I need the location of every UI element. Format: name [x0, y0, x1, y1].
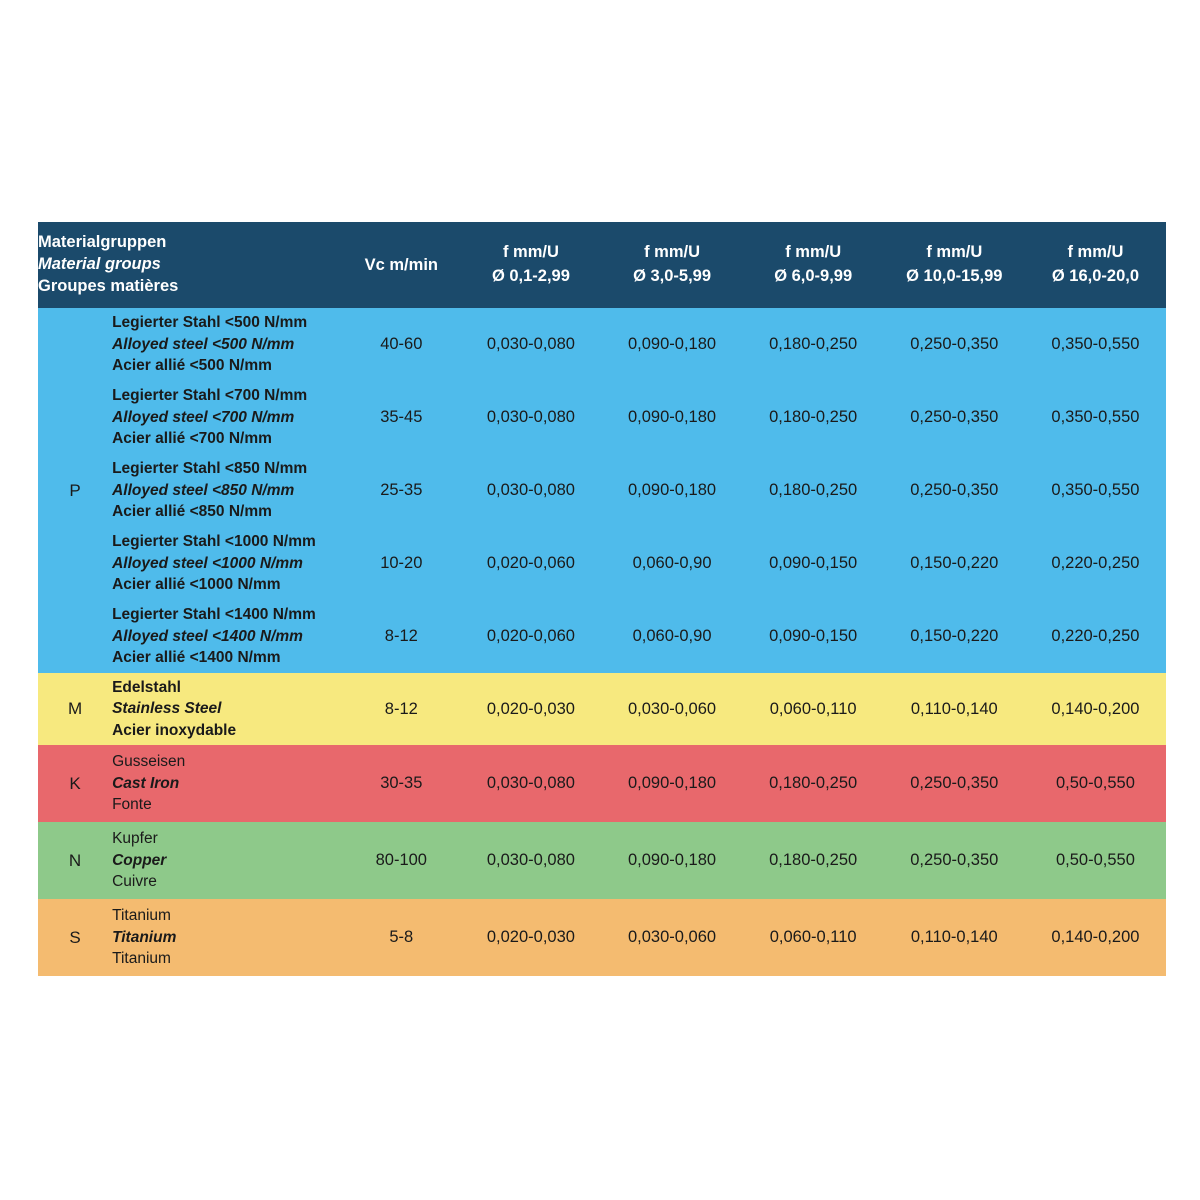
- feed-value: 0,250-0,350: [910, 408, 999, 426]
- material-fr: Fonte: [112, 796, 152, 814]
- material-fr: Acier inoxydable: [112, 721, 237, 739]
- material-fr: Acier allié <700 N/mm: [112, 430, 272, 448]
- feed-value: 0,090-0,180: [628, 774, 717, 792]
- table-row: [38, 899, 1166, 976]
- table-row: [38, 600, 1166, 673]
- material-name-p5: [112, 600, 342, 673]
- feed-value: 0,250-0,350: [910, 335, 999, 353]
- table-header-row: [38, 222, 1166, 308]
- feed-value: 0,060-0,90: [632, 627, 712, 645]
- cutting-data-table-container: [38, 222, 1166, 976]
- material-de: Edelstahl: [112, 678, 181, 696]
- table-row: [38, 822, 1166, 899]
- feed-value: 0,220-0,250: [1051, 554, 1140, 572]
- feed-value: 0,110-0,140: [910, 928, 998, 946]
- material-en: Alloyed steel <850 N/mm: [112, 481, 295, 499]
- feed-value: 0,030-0,060: [628, 928, 717, 946]
- material-name-n1: [112, 822, 342, 899]
- feed-value: 0,150-0,220: [910, 627, 999, 645]
- header-f-range-1: Ø 0,1-2,99: [491, 267, 570, 285]
- feed-value: 0,220-0,250: [1051, 627, 1140, 645]
- header-material-groups-fr: Groupes matières: [38, 276, 179, 295]
- feed-value: 0,140-0,200: [1051, 928, 1140, 946]
- material-en: Alloyed steel <700 N/mm: [112, 408, 295, 426]
- group-letter-n: N: [38, 822, 112, 899]
- feed-value: 0,030-0,080: [486, 774, 575, 792]
- material-de: Legierter Stahl <700 N/mm: [112, 387, 308, 405]
- feed-value: 0,090-0,150: [769, 627, 858, 645]
- material-en: Copper: [112, 851, 167, 869]
- feed-value: 0,030-0,080: [486, 335, 575, 353]
- header-material-groups-de: Materialgruppen: [38, 233, 167, 252]
- feed-value: 0,020-0,030: [486, 699, 575, 718]
- material-fr: Titanium: [112, 950, 171, 968]
- feed-value: 0,180-0,250: [769, 335, 858, 353]
- vc-value: 35-45: [380, 408, 423, 426]
- header-material-groups: [38, 222, 342, 308]
- vc-value: 40-60: [380, 335, 423, 353]
- feed-value: 0,030-0,080: [486, 851, 575, 869]
- vc-value: 10-20: [380, 554, 423, 572]
- header-f-col-1: [460, 222, 601, 308]
- material-de: Titanium: [112, 907, 171, 925]
- feed-value: 0,020-0,060: [486, 554, 575, 572]
- vc-value: 8-12: [384, 699, 418, 718]
- feed-value: 0,090-0,180: [628, 481, 717, 499]
- material-de: Legierter Stahl <1400 N/mm: [112, 606, 316, 624]
- table-row: [38, 381, 1166, 454]
- feed-value: 0,090-0,180: [628, 408, 717, 426]
- feed-value: 0,090-0,180: [628, 335, 717, 353]
- table-row: [38, 308, 1166, 381]
- feed-value: 0,350-0,550: [1051, 335, 1140, 353]
- feed-value: 0,180-0,250: [769, 774, 858, 792]
- group-letter-m: M: [38, 673, 112, 745]
- material-de: Gusseisen: [112, 753, 186, 771]
- feed-value: 0,150-0,220: [910, 554, 999, 572]
- header-f-range-4: Ø 10,0-15,99: [906, 267, 1003, 285]
- vc-value: 25-35: [380, 481, 423, 499]
- table-header: [38, 222, 1166, 308]
- vc-value: 8-12: [384, 627, 418, 645]
- feed-value: 0,030-0,060: [628, 699, 717, 718]
- header-f-col-4: [884, 222, 1025, 308]
- feed-value: 0,50-0,550: [1055, 851, 1135, 869]
- material-de: Legierter Stahl <850 N/mm: [112, 460, 308, 478]
- header-f-col-2: [601, 222, 742, 308]
- feed-value: 0,180-0,250: [769, 851, 858, 869]
- feed-value: 0,350-0,550: [1051, 481, 1140, 499]
- table-row: [38, 745, 1166, 822]
- feed-value: 0,020-0,060: [486, 627, 575, 645]
- material-en: Stainless Steel: [112, 700, 222, 718]
- material-en: Titanium: [112, 928, 177, 946]
- header-f-col-3: [743, 222, 884, 308]
- table-row: [38, 454, 1166, 527]
- group-letter-s: S: [38, 899, 112, 976]
- table-row: [38, 527, 1166, 600]
- table-row: [38, 673, 1166, 745]
- material-name-p1: [112, 308, 342, 381]
- feed-value: 0,060-0,110: [769, 928, 857, 946]
- header-f-range-3: Ø 6,0-9,99: [774, 267, 853, 285]
- feed-value: 0,020-0,030: [486, 928, 575, 946]
- group-letter-p: P: [38, 308, 112, 673]
- material-fr: Cuivre: [112, 873, 157, 891]
- vc-value: 80-100: [375, 851, 427, 869]
- material-en: Alloyed steel <1400 N/mm: [112, 627, 303, 645]
- material-fr: Acier allié <1400 N/mm: [112, 649, 281, 667]
- feed-value: 0,250-0,350: [910, 851, 999, 869]
- feed-value: 0,090-0,150: [769, 554, 858, 572]
- header-f-col-5: [1025, 222, 1166, 308]
- header-f-range-5: Ø 16,0-20,0: [1051, 267, 1139, 285]
- table-body: [38, 308, 1166, 976]
- material-name-s1: [112, 899, 342, 976]
- header-material-groups-en: Material groups: [38, 255, 161, 274]
- group-letter-k: K: [38, 745, 112, 822]
- material-name-m1: [112, 673, 342, 745]
- material-en: Alloyed steel <1000 N/mm: [112, 554, 303, 572]
- feed-value: 0,060-0,110: [769, 699, 857, 718]
- vc-value: 30-35: [380, 774, 423, 792]
- header-f-unit-1: f mm/U: [502, 243, 559, 262]
- material-de: Legierter Stahl <500 N/mm: [112, 314, 308, 332]
- header-vc: Vc m/min: [364, 255, 438, 274]
- material-fr: Acier allié <1000 N/mm: [112, 576, 281, 594]
- material-fr: Acier allié <500 N/mm: [112, 357, 272, 375]
- material-en: Cast Iron: [112, 774, 180, 792]
- header-f-unit-2: f mm/U: [644, 243, 700, 262]
- material-en: Alloyed steel <500 N/mm: [112, 335, 295, 353]
- feed-value: 0,50-0,550: [1055, 774, 1135, 792]
- material-de: Legierter Stahl <1000 N/mm: [112, 533, 316, 551]
- feed-value: 0,180-0,250: [769, 408, 858, 426]
- material-de: Kupfer: [112, 830, 158, 848]
- material-name-p4: [112, 527, 342, 600]
- feed-value: 0,090-0,180: [628, 851, 717, 869]
- feed-value: 0,250-0,350: [910, 481, 999, 499]
- feed-value: 0,350-0,550: [1051, 408, 1140, 426]
- header-f-unit-4: f mm/U: [926, 243, 983, 262]
- feed-value: 0,030-0,080: [486, 481, 575, 499]
- material-name-k1: [112, 745, 342, 822]
- header-f-unit-5: f mm/U: [1067, 243, 1124, 262]
- feed-value: 0,060-0,90: [632, 554, 712, 572]
- material-name-p2: [112, 381, 342, 454]
- feed-value: 0,140-0,200: [1051, 699, 1140, 718]
- vc-value: 5-8: [389, 928, 414, 946]
- feed-value: 0,110-0,140: [910, 699, 998, 718]
- material-name-p3: [112, 454, 342, 527]
- header-f-range-2: Ø 3,0-5,99: [633, 267, 712, 285]
- feed-value: 0,180-0,250: [769, 481, 858, 499]
- feed-value: 0,250-0,350: [910, 774, 999, 792]
- cutting-data-table: [38, 222, 1166, 976]
- header-f-unit-3: f mm/U: [785, 243, 842, 262]
- material-fr: Acier allié <850 N/mm: [112, 503, 272, 521]
- feed-value: 0,030-0,080: [486, 408, 575, 426]
